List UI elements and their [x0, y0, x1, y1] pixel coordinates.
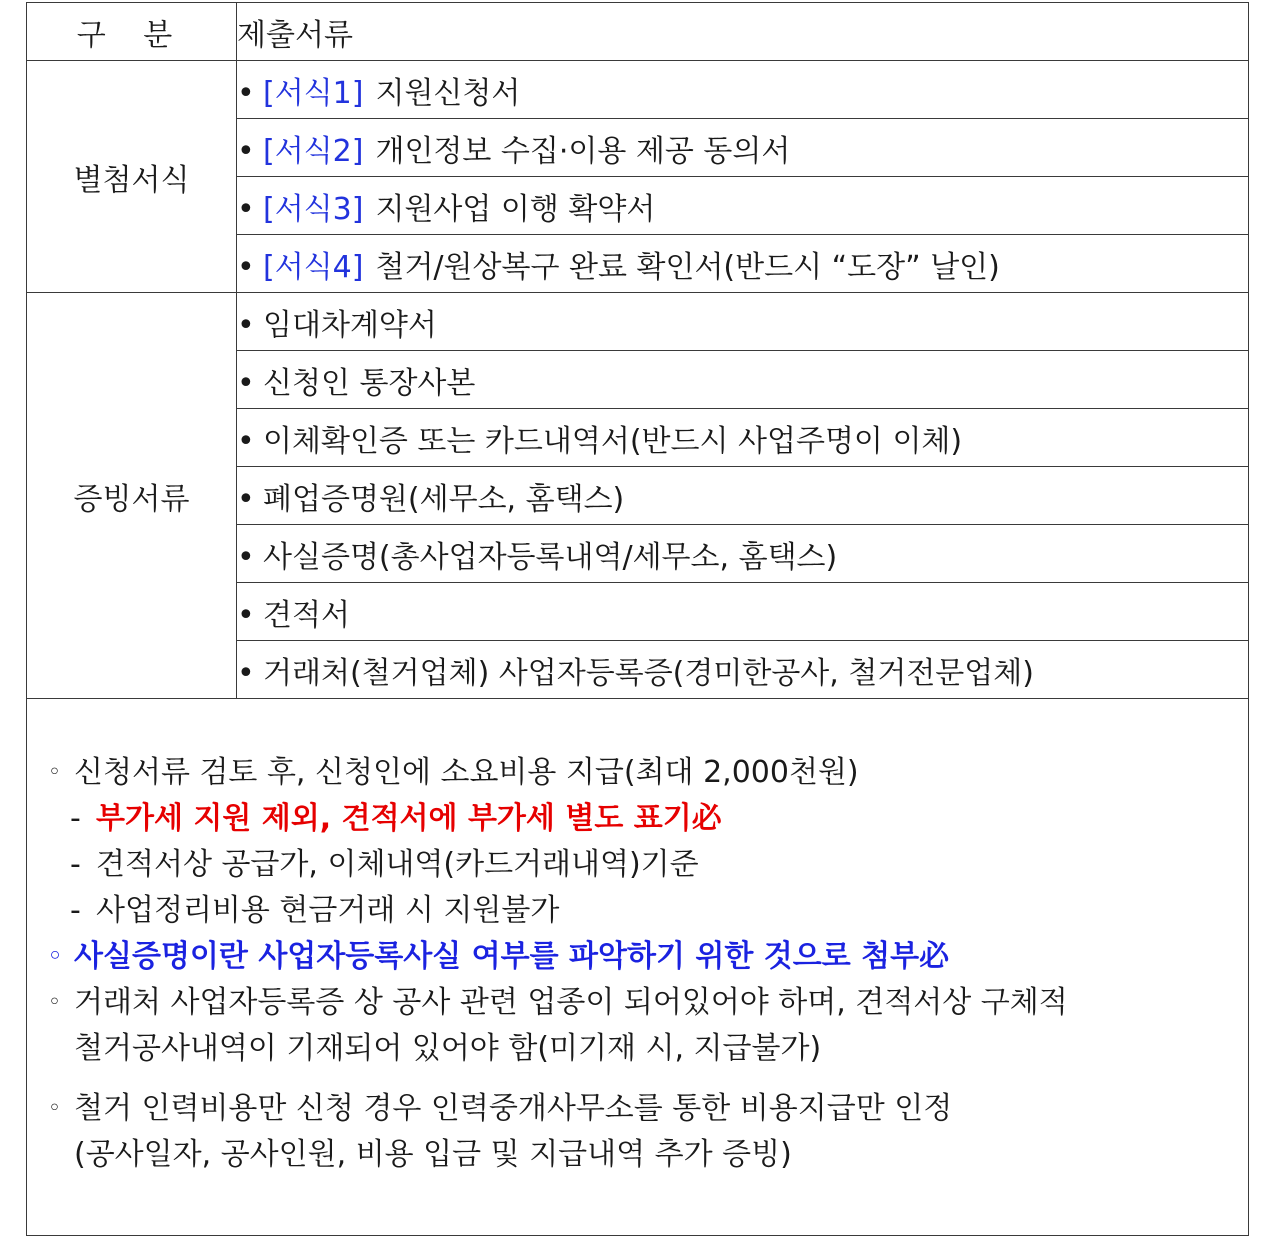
bullet-icon: • — [237, 191, 255, 227]
bullet-icon: • — [237, 365, 255, 401]
document-item — [237, 467, 1249, 525]
bullet-icon: • — [237, 481, 255, 517]
table-row — [27, 61, 1249, 119]
document-label: 거래처(철거업체) 사업자등록증(경미한공사, 철거전문업체) — [263, 655, 1034, 691]
document-item — [237, 525, 1249, 583]
form-reference: [서식1] — [263, 75, 364, 111]
note-subitem — [48, 842, 1228, 888]
note-emphasis-red: 부가세 지원 제외, 견적서에 부가세 별도 표기必 — [96, 801, 722, 836]
table-header-row — [27, 3, 1249, 61]
dash-bullet-icon: - — [70, 801, 81, 836]
document-item — [237, 177, 1249, 235]
bullet-icon: • — [237, 75, 255, 111]
document-label: 철거/원상복구 완료 확인서(반드시 “도장” 날인) — [375, 249, 1000, 285]
document-label: 이체확인증 또는 카드내역서(반드시 사업주명이 이체) — [263, 423, 963, 459]
note-subitem — [48, 796, 1228, 842]
dash-bullet-icon: - — [70, 893, 81, 928]
dash-bullet-icon: - — [70, 847, 81, 882]
circle-bullet-icon: ◦ — [48, 944, 63, 969]
spacer — [48, 1072, 1228, 1086]
note-text: 철거 인력비용만 신청 경우 인력중개사무소를 통한 비용지급만 인정 — [74, 1091, 953, 1126]
note-item — [48, 1086, 1228, 1132]
category-evidence-documents: 증빙서류 — [27, 293, 237, 699]
submission-documents-table — [26, 2, 1249, 699]
note-emphasis-blue: 사실증명이란 사업자등록사실 여부를 파악하기 위한 것으로 첨부必 — [74, 939, 950, 974]
table-row — [27, 293, 1249, 351]
document-item — [237, 119, 1249, 177]
circle-bullet-icon: ◦ — [48, 1096, 61, 1121]
form-reference: [서식2] — [263, 133, 364, 169]
note-item — [48, 980, 1228, 1026]
bullet-icon: • — [237, 133, 255, 169]
document-label: 사실증명(총사업자등록내역/세무소, 홈택스) — [263, 539, 838, 575]
bullet-icon: • — [237, 655, 255, 691]
document-item — [237, 293, 1249, 351]
form-reference: [서식4] — [263, 249, 364, 285]
note-text: 거래처 사업자등록증 상 공사 관련 업종이 되어있어야 하며, 견적서상 구체적 — [74, 985, 1068, 1020]
note-text: 사업정리비용 현금거래 시 지원불가 — [96, 893, 560, 928]
document-item — [237, 61, 1249, 119]
document-label: 임대차계약서 — [263, 307, 437, 343]
note-subitem — [48, 888, 1228, 934]
bullet-icon: • — [237, 539, 255, 575]
notes-section — [48, 750, 1228, 1178]
note-item — [48, 750, 1228, 796]
document-label: 지원사업 이행 확약서 — [375, 191, 656, 227]
note-text: 신청서류 검토 후, 신청인에 소요비용 지급(최대 2,000천원) — [74, 755, 859, 790]
note-item — [48, 934, 1228, 980]
document-item — [237, 235, 1249, 293]
header-category: 구 분 — [27, 3, 237, 61]
document-label: 견적서 — [263, 597, 350, 633]
bullet-icon: • — [237, 249, 255, 285]
note-text: 견적서상 공급가, 이체내역(카드거래내역)기준 — [96, 847, 699, 882]
note-continuation: (공사일자, 공사인원, 비용 입금 및 지급내역 추가 증빙) — [74, 1137, 792, 1172]
document-item — [237, 409, 1249, 467]
document-item — [237, 583, 1249, 641]
bullet-icon: • — [237, 307, 255, 343]
document-label: 지원신청서 — [375, 75, 521, 111]
header-documents: 제출서류 — [237, 3, 1249, 61]
note-continuation: 철거공사내역이 기재되어 있어야 함(미기재 시, 지급불가) — [74, 1031, 822, 1066]
document-label: 폐업증명원(세무소, 홈택스) — [263, 481, 625, 517]
category-attached-forms: 별첨서식 — [27, 61, 237, 293]
document-item — [237, 641, 1249, 699]
bullet-icon: • — [237, 597, 255, 633]
bullet-icon: • — [237, 423, 255, 459]
form-reference: [서식3] — [263, 191, 364, 227]
document-label: 개인정보 수집·이용 제공 동의서 — [375, 133, 791, 169]
circle-bullet-icon: ◦ — [48, 990, 61, 1015]
document-item — [237, 351, 1249, 409]
circle-bullet-icon: ◦ — [48, 760, 61, 785]
document-label: 신청인 통장사본 — [263, 365, 476, 401]
